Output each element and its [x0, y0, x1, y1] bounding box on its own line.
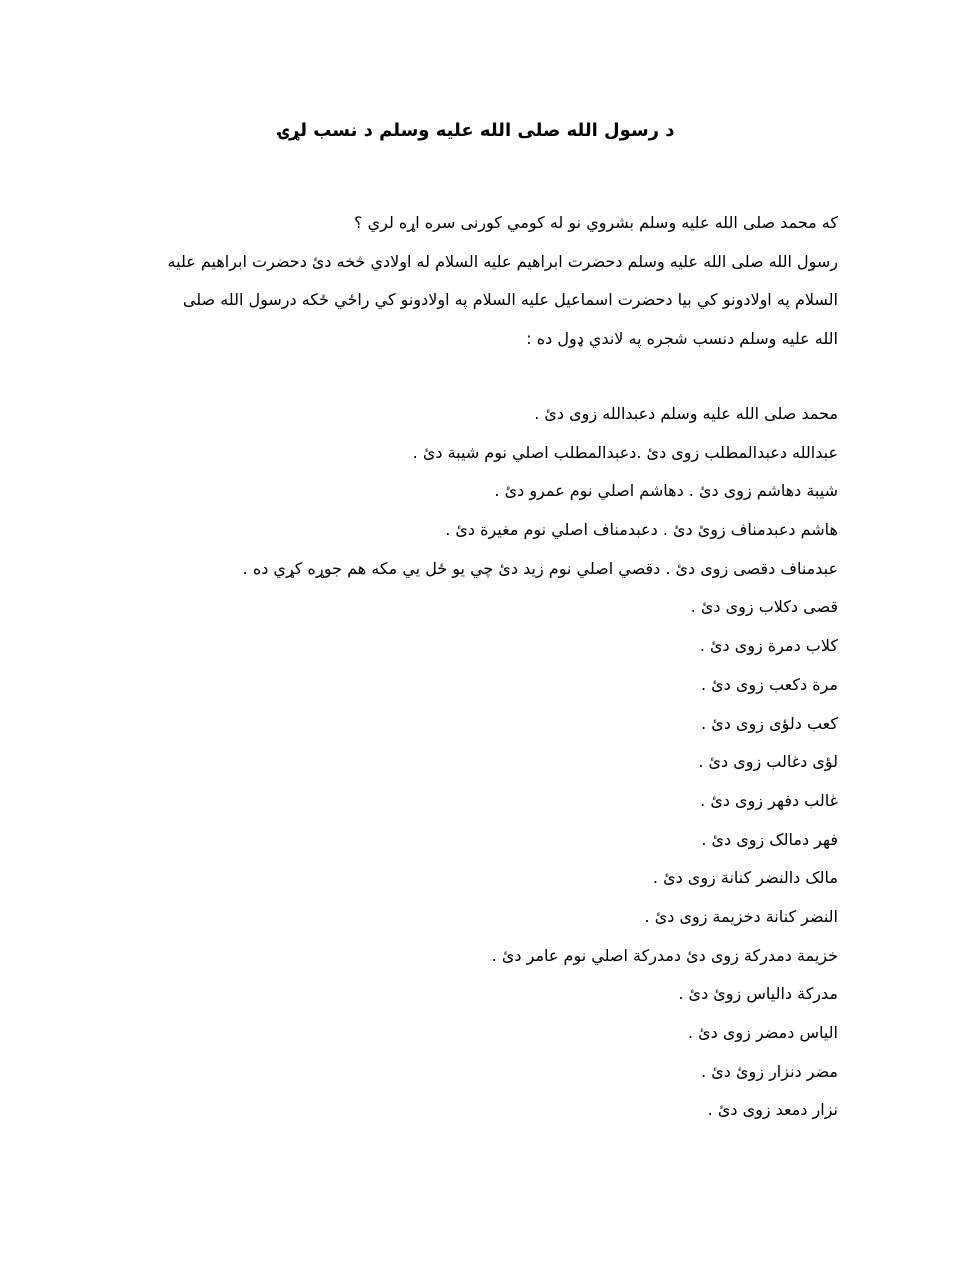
lineage-item: لؤی دغالب زوی دئ .: [698, 752, 838, 772]
document-title: د رسول الله صلی الله علیه وسلم د نسب لړۍ: [278, 120, 675, 141]
intro-paragraph: [103, 204, 838, 359]
lineage-item: نزار دمعد زوی دئ .: [707, 1100, 838, 1120]
lineage-item: النضر کنانة دخزيمة زوی دئ .: [644, 906, 838, 926]
lineage-item: فهر دمالک زوی دئ .: [701, 829, 838, 849]
lineage-item: عبدمناف دقصی زوی دئ . دقصي اصلي نوم زيد دئ چي يو ځل يي مکه هم جوړه کړي ده .: [242, 558, 838, 578]
lineage-item: شيبة دهاشم زوی دئ . دهاشم اصلي نوم عمرو دئ .: [494, 481, 838, 501]
lineage-item: محمد صلی الله علیه وسلم دعبدالله زوی دئ .: [534, 404, 838, 423]
lineage-item: الياس دمضر زوی دئ .: [687, 1023, 838, 1042]
lineage-item: کلاب دمرة زوی دئ .: [699, 636, 838, 656]
intro-line: رسول الله صلی الله علیه وسلم دحضرت ابراهيم عليه السلام له اولادي څخه دئ دحضرت ابراهيم عليه: [167, 251, 838, 271]
lineage-item: خزيمة دمدرکة زوی دئ دمدرکة اصلي نوم عامر دئ .: [491, 945, 838, 965]
lineage-item: مدرکة دالياس زوئ دئ .: [678, 984, 838, 1004]
intro-line: الله علیه وسلم دنسب شجره په لاندي ډول ده :: [526, 329, 838, 349]
intro-line: السلام په اولادونو کي بيا دحضرت اسماعيل عليه السلام په اولادونو کي راځي ځکه درسول الله صلی: [182, 290, 838, 310]
lineage-list: [103, 395, 838, 1130]
lineage-item: مالک دالنضر کنانة زوی دئ .: [652, 868, 838, 888]
lineage-item: مرة دکعب زوی دئ .: [700, 674, 838, 694]
lineage-item: قصی دکلاب زوی دئ .: [690, 597, 838, 617]
intro-line: که محمد صلی الله علیه وسلم بشروي نو له کومي کورنی سره اړه لري ؟: [354, 213, 838, 232]
lineage-item: کعب دلؤی زوی دئ .: [701, 713, 838, 733]
lineage-item: غالب دفهر زوی دئ .: [700, 790, 838, 810]
lineage-item: عبدالله دعبدالمطلب زوی دئ .دعبدالمطلب اصلي نوم شيبة دئ .: [412, 442, 838, 462]
lineage-item: هاشم دعبدمناف زوئ دئ . دعبدمناف اصلي نوم مغيرة دئ .: [445, 520, 838, 540]
lineage-item: مضر دنزار زوئ دئ .: [701, 1061, 838, 1081]
